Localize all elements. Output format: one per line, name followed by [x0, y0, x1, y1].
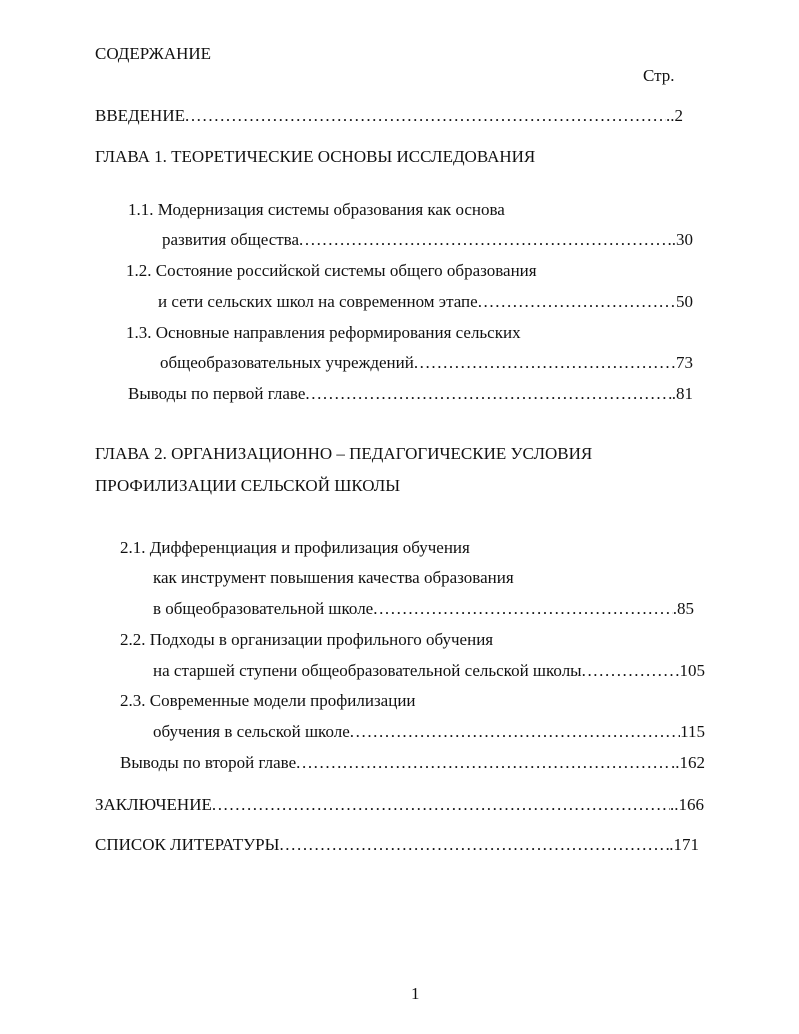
toc-title: СОДЕРЖАНИЕ: [95, 44, 212, 63]
dot-leader: [299, 230, 667, 250]
toc-entry-page: 105: [679, 661, 705, 680]
dot-leader: [414, 353, 676, 373]
toc-entry-1-1: [162, 230, 693, 250]
dot-leader: [279, 835, 669, 855]
toc-entry-label: и сети сельских школ на современном этапе: [158, 292, 478, 311]
toc-entry-label: СПИСОК ЛИТЕРАТУРЫ: [95, 835, 280, 854]
toc-entry-chapter2-summary: [120, 753, 705, 773]
page-column-header: Стр.: [643, 66, 675, 85]
toc-entry-page: .171: [669, 835, 699, 854]
toc-entry-label: Выводы по второй главе: [120, 753, 297, 772]
toc-entry-1-2-line1: 1.2. Состояние российской системы общего образования: [126, 261, 537, 280]
toc-entry-label: Выводы по первой главе: [128, 384, 306, 403]
toc-entry-2-1-line1: 2.1. Дифференциация и профилизация обучения: [120, 538, 470, 557]
toc-entry-1-3-line1: 1.3. Основные направления реформирования сельских: [126, 323, 521, 342]
toc-entry-1-3: [160, 353, 693, 373]
dot-leader: [373, 599, 673, 619]
toc-entry-label: развития общества: [162, 230, 300, 249]
toc-entry-1-2: [158, 292, 693, 312]
toc-entry-label: ВВЕДЕНИЕ: [95, 106, 185, 125]
toc-entry-2-3-line1: 2.3. Современные модели профилизации: [120, 691, 416, 710]
toc-entry-page: ..30: [667, 230, 693, 249]
toc-entry-page: .85: [672, 599, 694, 618]
toc-entry-label: общеобразовательных учреждений: [160, 353, 414, 372]
chapter-1-title: ГЛАВА 1. ТЕОРЕТИЧЕСКИЕ ОСНОВЫ ИССЛЕДОВАНИЯ: [95, 147, 536, 166]
page-number: 1: [411, 984, 420, 1003]
dot-leader: [185, 106, 666, 126]
toc-entry-2-2: [153, 661, 705, 681]
toc-entry-page: ..166: [670, 795, 704, 814]
dot-leader: [350, 722, 680, 742]
dot-leader: [478, 292, 676, 312]
toc-entry-conclusion: [95, 795, 704, 815]
toc-entry-2-3: [153, 722, 705, 742]
toc-entry-page: ..2: [666, 106, 683, 125]
toc-entry-chapter1-summary: [128, 384, 693, 404]
chapter-2-title-line2: ПРОФИЛИЗАЦИИ СЕЛЬСКОЙ ШКОЛЫ: [95, 476, 401, 495]
toc-entry-page: .81: [671, 384, 693, 403]
toc-entry-label: в общеобразовательной школе: [153, 599, 374, 618]
toc-entry-references: [95, 835, 699, 855]
chapter-2-title-line1: ГЛАВА 2. ОРГАНИЗАЦИОННО – ПЕДАГОГИЧЕСКИЕ УСЛОВИЯ: [95, 444, 593, 463]
toc-entry-2-1-line2: как инструмент повышения качества образования: [153, 568, 514, 587]
dot-leader: [212, 795, 670, 815]
toc-entry-page: 50: [676, 292, 693, 311]
toc-entry-page: 115: [680, 722, 705, 741]
dot-leader: [305, 384, 671, 404]
dot-leader: [296, 753, 671, 773]
toc-entry-1-1-line1: 1.1. Модернизация системы образования как основа: [128, 200, 505, 219]
toc-entry-label: на старшей ступени общеобразовательной сельской школы: [153, 661, 582, 680]
toc-entry-2-1: [153, 599, 694, 619]
toc-entry-page: ..162: [671, 753, 705, 772]
toc-entry-label: обучения в сельской школе: [153, 722, 350, 741]
dot-leader: [582, 661, 680, 681]
toc-entry-label: ЗАКЛЮЧЕНИЕ: [95, 795, 212, 814]
toc-entry-intro: [95, 106, 683, 126]
toc-entry-2-2-line1: 2.2. Подходы в организации профильного обучения: [120, 630, 494, 649]
toc-entry-page: 73: [676, 353, 693, 372]
